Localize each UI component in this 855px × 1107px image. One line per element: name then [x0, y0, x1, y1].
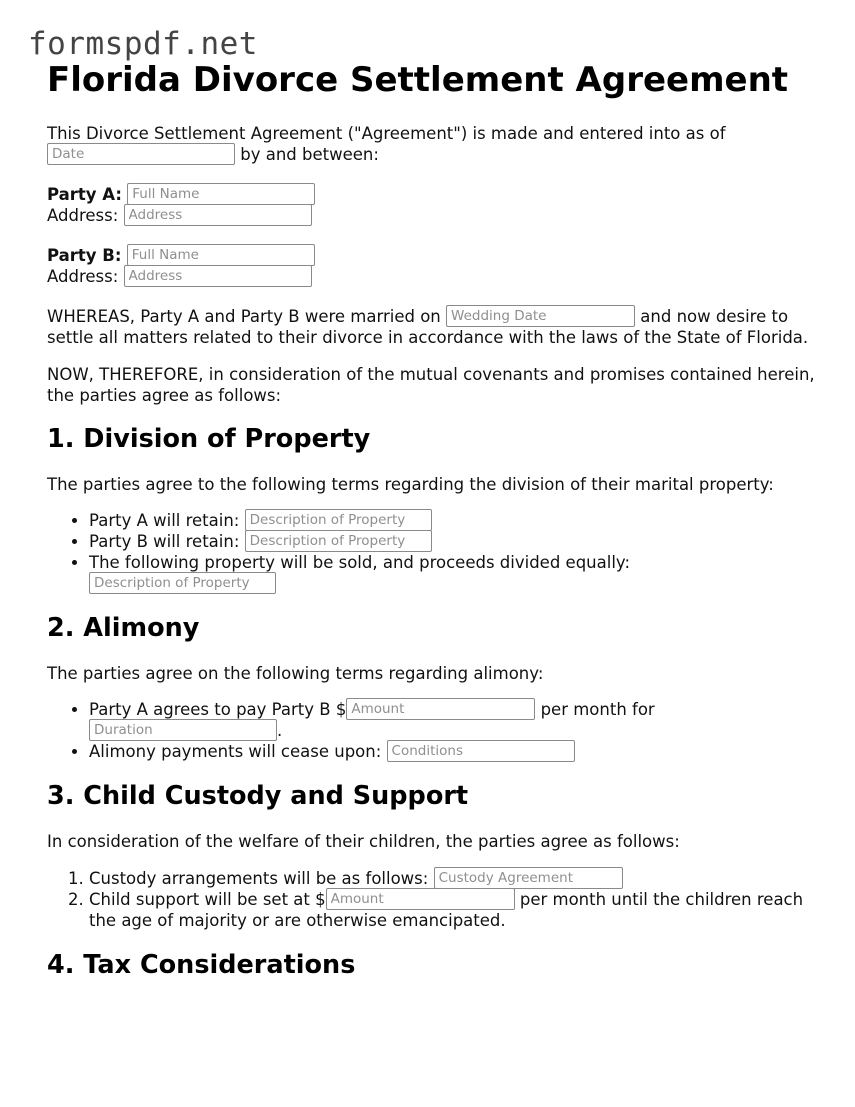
- party-a-retain-label: Party A will retain:: [89, 511, 240, 530]
- party-b-block: [47, 245, 827, 287]
- list-item: [89, 741, 827, 762]
- watermark-text: formspdf.net: [28, 26, 258, 62]
- section-3-heading: 3. Child Custody and Support: [47, 781, 469, 811]
- alimony-conditions-field[interactable]: [387, 740, 575, 762]
- party-b-address-field[interactable]: [124, 265, 312, 287]
- party-b-retain-label: Party B will retain:: [89, 532, 240, 551]
- child-support-amount-field[interactable]: [326, 888, 515, 910]
- intro-paragraph: [47, 123, 827, 165]
- sold-property-field[interactable]: [89, 572, 276, 594]
- wedding-date-field[interactable]: [446, 305, 635, 327]
- custody-agreement-field[interactable]: [434, 867, 623, 889]
- section-1-heading: 1. Division of Property: [47, 424, 371, 454]
- alimony-cease-label: Alimony payments will cease upon:: [89, 742, 382, 761]
- party-a-property-field[interactable]: [245, 509, 432, 531]
- whereas-text-before: WHEREAS, Party A and Party B were married on: [47, 307, 441, 326]
- party-b-address-label: Address:: [47, 267, 119, 286]
- section-4-heading: 4. Tax Considerations: [47, 950, 356, 980]
- party-a-address-label: Address:: [47, 206, 119, 225]
- section-1-intro: The parties agree to the following terms regarding the division of their marital property:: [47, 475, 774, 494]
- property-list: [47, 510, 827, 594]
- intro-text-before: This Divorce Settlement Agreement ("Agreement") is made and entered into as of: [47, 124, 726, 143]
- list-item: [89, 531, 827, 552]
- alimony-amount-field[interactable]: [346, 698, 535, 720]
- now-therefore-paragraph: NOW, THEREFORE, in consideration of the mutual covenants and promises contained herein, the parties agree as follows:: [47, 365, 815, 405]
- list-item: [89, 868, 827, 889]
- per-month-label: per month for: [540, 700, 655, 719]
- document-body: [47, 58, 827, 981]
- section-2-intro: The parties agree on the following terms regarding alimony:: [47, 664, 544, 683]
- party-a-label: Party A:: [47, 185, 122, 204]
- sentence-period: .: [277, 721, 283, 740]
- alimony-list: [47, 699, 827, 762]
- child-support-label: Child support will be set at $: [89, 890, 326, 909]
- intro-text-after: by and between:: [240, 145, 379, 164]
- section-3-intro: In consideration of the welfare of their children, the parties agree as follows:: [47, 832, 680, 851]
- child-support-terms: per month until the children reach the age of majority or are otherwise emancipated.: [89, 890, 804, 930]
- party-a-address-field[interactable]: [124, 204, 312, 226]
- custody-list: [47, 868, 827, 931]
- alimony-duration-field[interactable]: [89, 719, 277, 741]
- party-a-block: [47, 184, 827, 226]
- list-item: [89, 510, 827, 531]
- whereas-paragraph: [47, 306, 827, 348]
- alimony-pay-label: Party A agrees to pay Party B $: [89, 700, 347, 719]
- list-item: [89, 889, 827, 931]
- section-2-heading: 2. Alimony: [47, 613, 200, 643]
- party-b-label: Party B:: [47, 246, 122, 265]
- list-item: [89, 699, 827, 741]
- list-item: [89, 552, 827, 594]
- party-b-name-field[interactable]: [127, 244, 315, 266]
- custody-label: Custody arrangements will be as follows:: [89, 869, 429, 888]
- document-title: Florida Divorce Settlement Agreement: [47, 60, 789, 100]
- date-field[interactable]: [47, 143, 235, 165]
- party-a-name-field[interactable]: [127, 183, 315, 205]
- party-b-property-field[interactable]: [245, 530, 432, 552]
- whereas-text-after: and now desire to settle all matters related to their divorce in accordance with the laws of the State of Florida.: [47, 307, 809, 347]
- sold-property-label: The following property will be sold, and proceeds divided equally:: [89, 553, 631, 572]
